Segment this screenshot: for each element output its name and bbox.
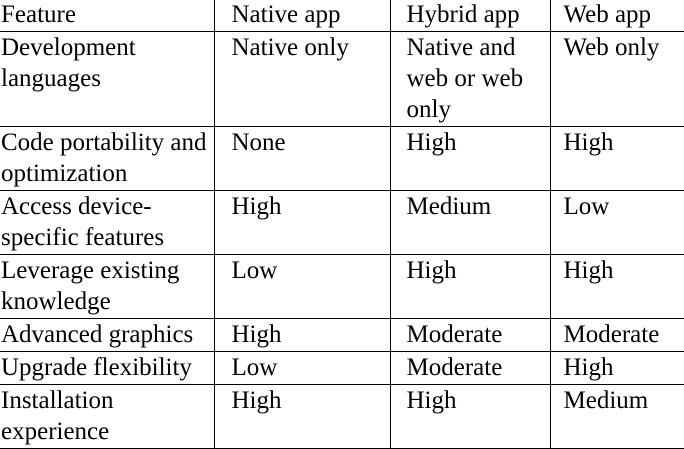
header-web-app: Web app bbox=[550, 0, 684, 32]
feature-cell: Leverage existing knowledge bbox=[0, 255, 214, 319]
header-feature: Feature bbox=[0, 0, 214, 32]
hybrid-cell: Moderate bbox=[390, 319, 550, 352]
native-cell: None bbox=[214, 127, 390, 191]
feature-cell: Installation experience bbox=[0, 385, 214, 449]
table-row bbox=[0, 352, 684, 385]
header-native-app: Native app bbox=[214, 0, 390, 32]
hybrid-cell: Medium bbox=[390, 191, 550, 255]
feature-cell: Code portability and optimization bbox=[0, 127, 214, 191]
table-row bbox=[0, 32, 684, 127]
web-cell: Medium bbox=[550, 385, 684, 449]
feature-cell: Development languages bbox=[0, 32, 214, 127]
table-row bbox=[0, 191, 684, 255]
table-row bbox=[0, 319, 684, 352]
native-cell: High bbox=[214, 191, 390, 255]
hybrid-cell: High bbox=[390, 385, 550, 449]
native-cell: High bbox=[214, 385, 390, 449]
web-cell: Low bbox=[550, 191, 684, 255]
table-row bbox=[0, 255, 684, 319]
hybrid-cell: Moderate bbox=[390, 352, 550, 385]
native-cell: Native only bbox=[214, 32, 390, 127]
hybrid-cell: Native and web or web only bbox=[390, 32, 550, 127]
hybrid-cell: High bbox=[390, 255, 550, 319]
web-cell: High bbox=[550, 255, 684, 319]
header-hybrid-app: Hybrid app bbox=[390, 0, 550, 32]
web-cell: Moderate bbox=[550, 319, 684, 352]
native-cell: Low bbox=[214, 255, 390, 319]
hybrid-cell: High bbox=[390, 127, 550, 191]
feature-cell: Advanced graphics bbox=[0, 319, 214, 352]
table-row bbox=[0, 127, 684, 191]
web-cell: High bbox=[550, 127, 684, 191]
native-cell: Low bbox=[214, 352, 390, 385]
web-cell: Web only bbox=[550, 32, 684, 127]
feature-cell: Access device-specific features bbox=[0, 191, 214, 255]
header-row bbox=[0, 0, 684, 32]
feature-cell: Upgrade flexibility bbox=[0, 352, 214, 385]
native-cell: High bbox=[214, 319, 390, 352]
web-cell: High bbox=[550, 352, 684, 385]
